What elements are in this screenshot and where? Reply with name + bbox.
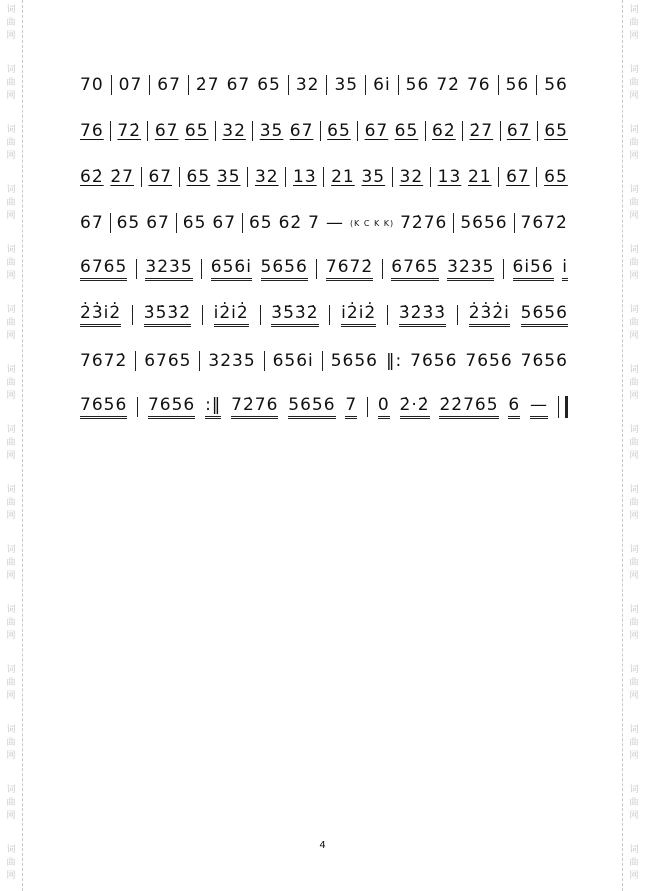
- note-group: 7672̇: [326, 257, 373, 281]
- watermark-text: 词 曲 网: [629, 605, 639, 641]
- barline: [323, 167, 324, 187]
- barline: [503, 259, 504, 279]
- note-group: 3̇5̇3̇2̇: [271, 303, 318, 327]
- barline: [392, 167, 393, 187]
- barline: [135, 351, 136, 371]
- watermark-text: 词 曲 网: [629, 725, 639, 761]
- watermark-text: 词 曲 网: [6, 425, 16, 461]
- barline: [453, 213, 454, 233]
- note-group: 56: [544, 75, 568, 95]
- note-group: 62̇: [80, 167, 104, 187]
- barline: [285, 167, 286, 187]
- note-group: 5656: [521, 303, 568, 327]
- note-group: 67: [146, 213, 170, 233]
- barline: [357, 121, 358, 141]
- note-group: 56: [505, 75, 530, 95]
- note-group: 65: [544, 121, 568, 141]
- watermark-text: 词 曲 网: [629, 305, 639, 341]
- barline: [110, 121, 111, 141]
- barline: [537, 121, 538, 141]
- watermark-text: 词 曲 网: [629, 665, 639, 701]
- barline: [215, 121, 216, 141]
- watermark-text: 词 曲 网: [6, 245, 16, 281]
- note-group: 67: [364, 121, 389, 141]
- note-group: 32: [399, 167, 424, 187]
- barline: [316, 259, 317, 279]
- note-group: 72̇: [117, 121, 142, 141]
- barline: [111, 75, 112, 95]
- final-barline: [558, 396, 568, 418]
- note-group: 67: [506, 121, 531, 141]
- note-group: 65: [186, 167, 211, 187]
- note-group: 67: [212, 213, 237, 233]
- barline: [430, 167, 431, 187]
- note-group: 13: [437, 167, 462, 187]
- watermark-text: 词 曲 网: [6, 65, 16, 101]
- barline: [264, 351, 265, 371]
- note-group: (K C K K): [349, 218, 395, 228]
- note-group: 76: [466, 75, 491, 95]
- note-group: 35: [361, 167, 386, 187]
- note-group: 32: [254, 167, 279, 187]
- note-group: 2̇7: [110, 167, 134, 187]
- note-group: 72̇76: [400, 213, 448, 233]
- note-group: 3235: [208, 351, 256, 371]
- note-group: 7656: [520, 351, 568, 371]
- barline: [367, 397, 368, 417]
- watermark-text: 词 曲 网: [6, 605, 16, 641]
- score-line: [80, 108, 568, 154]
- watermark-text: 词 曲 网: [6, 725, 16, 761]
- note-group: 67: [506, 167, 530, 187]
- barline: [329, 305, 330, 325]
- note-group: 32: [222, 121, 246, 141]
- barline: [260, 305, 261, 325]
- watermark-text: 词 曲 网: [629, 785, 639, 821]
- watermark-text: 词 曲 网: [629, 545, 639, 581]
- score-line: [80, 292, 568, 338]
- note-group: 7: [345, 395, 357, 419]
- note-group: 32: [295, 75, 320, 95]
- note-group: 65: [257, 75, 281, 95]
- note-group: 70: [80, 75, 104, 95]
- watermark-text: 词 曲 网: [6, 305, 16, 341]
- note-group: 07: [118, 75, 143, 95]
- note-group: 72̇76: [231, 395, 278, 419]
- barline: [536, 75, 537, 95]
- note-group: ‖:: [385, 351, 403, 371]
- note-group: 21: [331, 167, 355, 187]
- barline: [514, 213, 515, 233]
- note-group: 2̇·2̇: [400, 395, 430, 419]
- watermark-text: 词 曲 网: [6, 185, 16, 221]
- note-group: 35: [216, 167, 241, 187]
- barline: [242, 213, 243, 233]
- note-group: 62̇: [278, 213, 303, 233]
- note-group: 65: [394, 121, 419, 141]
- note-group: 2̇7: [469, 121, 494, 141]
- note-group: 7672̇: [80, 351, 128, 371]
- note-group: 0: [378, 395, 390, 419]
- note-group: 6765: [391, 257, 438, 281]
- note-group: 5656: [261, 257, 308, 281]
- barline: [132, 305, 133, 325]
- note-group: i̇: [562, 257, 568, 281]
- barline: [462, 121, 463, 141]
- watermark-text: 词 曲 网: [6, 785, 16, 821]
- note-group: 3̇5̇3̇2̇: [144, 303, 191, 327]
- note-group: 7672̇: [520, 213, 568, 233]
- barline: [179, 167, 180, 187]
- watermark-text: 词 曲 网: [6, 365, 16, 401]
- note-group: 65: [248, 213, 273, 233]
- barline: [136, 259, 137, 279]
- note-group: 2̇3̇2̇i̇: [469, 303, 510, 327]
- note-group: 6i̇56: [513, 257, 554, 281]
- barline: [326, 75, 327, 95]
- note-group: 6765: [80, 257, 127, 281]
- barline: [387, 305, 388, 325]
- barline: [252, 121, 253, 141]
- barline: [141, 167, 142, 187]
- score-line: [80, 200, 568, 246]
- watermark-text: 词 曲 网: [629, 245, 639, 281]
- barline: [320, 121, 321, 141]
- barline: [137, 397, 138, 417]
- note-group: 65: [184, 121, 209, 141]
- score-line: [80, 62, 568, 108]
- barline: [176, 213, 177, 233]
- note-group: —: [530, 395, 548, 419]
- watermark-text: 词 曲 网: [629, 5, 639, 41]
- note-group: 7656: [410, 351, 458, 371]
- note-group: 6i̇: [373, 75, 391, 95]
- barline: [382, 259, 383, 279]
- barline: [188, 75, 189, 95]
- note-group: 5656: [460, 213, 508, 233]
- note-group: 7656: [148, 395, 195, 419]
- note-group: 35: [259, 121, 284, 141]
- barline: [365, 75, 366, 95]
- watermark-text: 词 曲 网: [6, 665, 16, 701]
- watermark-text: 词 曲 网: [629, 185, 639, 221]
- watermark-text: 词 曲 网: [6, 5, 16, 41]
- note-group: 7: [308, 213, 320, 233]
- watermark-text: 词 曲 网: [629, 845, 639, 881]
- note-group: —: [325, 213, 344, 233]
- note-group: 6765: [144, 351, 192, 371]
- watermark-text: 词 曲 网: [6, 125, 16, 161]
- watermark-text: 词 曲 网: [629, 485, 639, 521]
- score-line: [80, 384, 568, 430]
- barline: [322, 351, 323, 371]
- note-group: 21: [467, 167, 492, 187]
- barline: [247, 167, 248, 187]
- score-line: [80, 338, 568, 384]
- watermark-text: 词 曲 网: [6, 485, 16, 521]
- note-group: 56: [405, 75, 430, 95]
- note-group: 67: [289, 121, 314, 141]
- note-group: 62̇: [432, 121, 456, 141]
- note-group: 67: [154, 121, 179, 141]
- barline: [500, 121, 501, 141]
- score-line: [80, 246, 568, 292]
- note-group: 2̇3̇i̇2̇: [80, 303, 121, 327]
- barline: [398, 75, 399, 95]
- note-group: 3235: [145, 257, 192, 281]
- note-group: 67: [157, 75, 181, 95]
- barline: [202, 305, 203, 325]
- watermark-text: 词 曲 网: [629, 125, 639, 161]
- note-group: 65: [182, 213, 207, 233]
- barline: [147, 121, 148, 141]
- note-group: 3̇2̇3̇3̇: [399, 303, 446, 327]
- barline: [201, 259, 202, 279]
- note-group: 656i̇: [211, 257, 252, 281]
- watermark-text: 词 曲 网: [6, 545, 16, 581]
- jianpu-score: [80, 62, 568, 430]
- note-group: 5656: [330, 351, 378, 371]
- barline: [457, 305, 458, 325]
- note-group: 35: [334, 75, 359, 95]
- note-group: 76: [80, 121, 104, 141]
- note-group: 5656: [288, 395, 335, 419]
- note-group: 65: [544, 167, 568, 187]
- note-group: 67: [226, 75, 251, 95]
- note-group: 7656: [80, 395, 127, 419]
- barline: [498, 75, 499, 95]
- note-group: 6: [508, 395, 520, 419]
- right-margin-watermark: [622, 0, 645, 891]
- note-group: 67: [148, 167, 173, 187]
- watermark-text: 词 曲 网: [629, 365, 639, 401]
- barline: [110, 213, 111, 233]
- page-number: 4: [319, 840, 326, 851]
- barline: [425, 121, 426, 141]
- barline: [149, 75, 150, 95]
- note-group: 3235: [447, 257, 494, 281]
- note-group: 7656: [465, 351, 513, 371]
- watermark-text: 词 曲 网: [629, 425, 639, 461]
- note-group: :‖: [205, 395, 221, 419]
- barline: [498, 167, 499, 187]
- watermark-text: 词 曲 网: [6, 845, 16, 881]
- note-group: 2̇7: [195, 75, 220, 95]
- barline: [288, 75, 289, 95]
- score-line: [80, 154, 568, 200]
- left-margin-watermark: [0, 0, 23, 891]
- barline: [536, 167, 537, 187]
- note-group: i̇2̇i̇2̇: [214, 303, 249, 327]
- note-group: 72̇: [436, 75, 460, 95]
- note-group: 656i̇: [272, 351, 314, 371]
- note-group: 65: [116, 213, 141, 233]
- barline: [199, 351, 200, 371]
- note-group: 13: [293, 167, 317, 187]
- note-group: 2̇2̇765: [439, 395, 498, 419]
- note-group: 67: [80, 213, 104, 233]
- note-group: i̇2̇i̇2̇: [341, 303, 376, 327]
- watermark-text: 词 曲 网: [629, 65, 639, 101]
- note-group: 65: [327, 121, 351, 141]
